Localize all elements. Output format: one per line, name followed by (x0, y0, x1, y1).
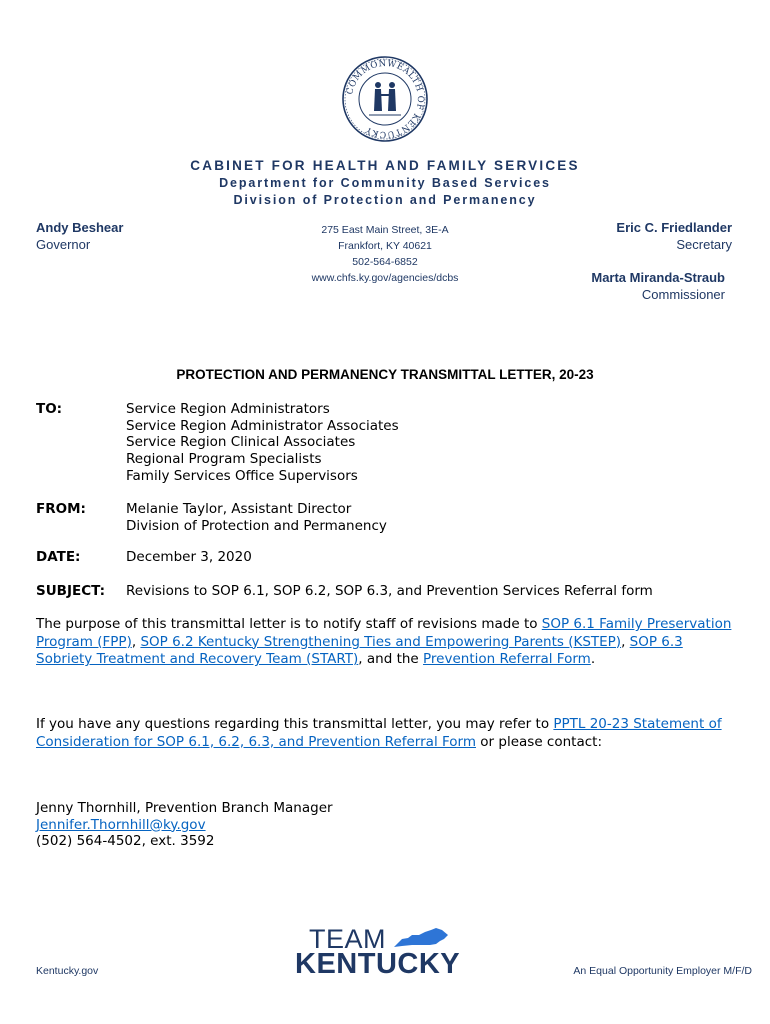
sop-6-3-link[interactable]: SOP 6.3 Sobriety Treatment and Recovery Team (START) (36, 633, 683, 667)
recipient-line: Service Region Administrators (126, 401, 330, 417)
kentucky-gov-footer: Kentucky.gov (36, 965, 99, 977)
to-recipients (126, 401, 399, 485)
from-sender (126, 501, 387, 534)
governor-name: Andy Beshear (36, 220, 124, 235)
prevention-referral-form-link[interactable]: Prevention Referral Form (423, 651, 591, 667)
kentucky-seal (341, 55, 429, 143)
pptl-20-23-link[interactable]: PPTL 20-23 Statement of Consideration for SOP 6.1, 6.2, 6.3, and Prevention Referral Form (36, 716, 722, 750)
from-label: FROM: (36, 501, 86, 517)
purpose-end: . (590, 651, 596, 667)
separator-text: , and the (358, 651, 424, 667)
questions-intro: If you have any questions regarding this transmittal letter, you may refer to (36, 716, 554, 732)
purpose-paragraph (36, 616, 736, 669)
letter-date: December 3, 2020 (126, 549, 252, 565)
recipient-line: Service Region Administrator Associates (126, 417, 399, 434)
recipient-line: Regional Program Specialists (126, 451, 322, 468)
letter-subject: Revisions to SOP 6.1, SOP 6.2, SOP 6.3, and Prevention Services Referral form (126, 583, 653, 599)
address-web: www.chfs.ky.gov/agencies/dcbs (311, 272, 459, 284)
contact-email-link[interactable]: Jennifer.Thornhill@ky.gov (36, 816, 206, 833)
contact-phone: (502) 564-4502, ext. 3592 (36, 833, 215, 850)
recipient-line: Service Region Clinical Associates (126, 434, 356, 451)
date-label: DATE: (36, 549, 81, 565)
secretary-title: Secretary (676, 237, 732, 252)
equal-opportunity-footer: An Equal Opportunity Employer M/F/D (573, 965, 752, 977)
sop-6-2-link[interactable]: SOP 6.2 Kentucky Strengthening Ties and Empowering Parents (KSTEP) (140, 633, 622, 650)
commissioner-name: Marta Miranda-Straub (591, 270, 725, 285)
svg-text:COMMONWEALTH OF KENTUCKY: COMMONWEALTH OF KENTUCKY (345, 58, 426, 140)
cabinet-name: CABINET FOR HEALTH AND FAMILY SERVICES (190, 158, 580, 173)
separator-text: , (621, 633, 630, 650)
to-label: TO: (36, 401, 63, 417)
address-phone: 502-564-6852 (352, 256, 418, 268)
address-city: Frankfort, KY 40621 (338, 240, 432, 252)
secretary-name: Eric C. Friedlander (616, 220, 732, 235)
questions-end: or please contact: (476, 733, 602, 750)
contact-block (36, 800, 736, 850)
subject-label: SUBJECT: (36, 583, 105, 599)
purpose-intro: The purpose of this transmittal letter is to notify staff of revisions made to (36, 616, 542, 632)
separator-text: , (131, 633, 141, 650)
logo-kentucky-text: KENTUCKY (295, 948, 461, 980)
commissioner-title: Commissioner (641, 287, 725, 302)
team-kentucky-logo (295, 924, 467, 980)
letter-title: PROTECTION AND PERMANENCY TRANSMITTAL LETTER, 20-23 (176, 367, 594, 382)
address-street: 275 East Main Street, 3E-A (321, 224, 449, 236)
sender-line: Melanie Taylor, Assistant Director (126, 501, 352, 517)
sop-6-1-link[interactable]: SOP 6.1 Family Preservation Program (FPP) (36, 616, 732, 650)
contact-name: Jenny Thornhill, Prevention Branch Manager (36, 800, 333, 816)
sender-line: Division of Protection and Permanency (126, 517, 387, 534)
division-name: Division of Protection and Permanency (233, 193, 537, 207)
logo-team-text: TEAM (309, 924, 387, 954)
governor-title: Governor (36, 237, 91, 252)
kentucky-map-icon (392, 927, 450, 949)
recipient-line: Family Services Office Supervisors (126, 467, 358, 484)
questions-paragraph (36, 716, 736, 751)
department-name: Department for Community Based Services (219, 176, 551, 190)
agency-address (250, 222, 520, 286)
